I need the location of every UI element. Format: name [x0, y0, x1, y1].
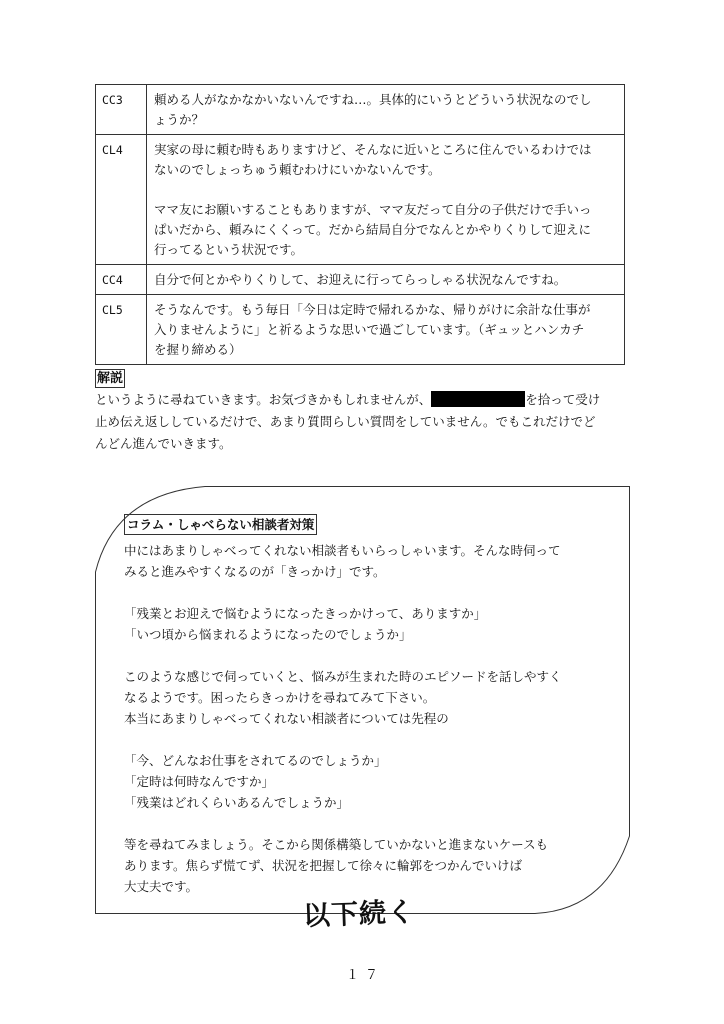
utterance-line: ぱいだから、頼みにくくって。だから結局自分でなんとかやりくりして迎えに	[154, 222, 592, 237]
table-row	[96, 135, 625, 265]
column-line: 「残業とお迎えで悩むようになったきっかけって、ありますか」	[124, 606, 487, 621]
column-body	[124, 540, 614, 897]
explanation-line: 止め伝え返ししているだけで、あまり質問らしい質問をしていません。でもこれだけでど	[95, 414, 596, 429]
utterance	[147, 265, 625, 295]
speaker-label: CC4	[96, 265, 147, 295]
column-line: みると進みやすくなるのが「きっかけ」です。	[124, 564, 386, 579]
utterance-line: 頼める人がなかなかいないんですね…。具体的にいうとどういう状況なのでし	[154, 92, 592, 107]
page-number: １７	[346, 968, 385, 983]
utterance-line: を握り締める）	[154, 342, 242, 357]
table-row	[96, 85, 625, 135]
column-line: 大丈夫です。	[124, 879, 199, 894]
column-blank-line	[124, 813, 614, 834]
column-line: なるようです。困ったらきっかけを尋ねてみて下さい。	[124, 690, 436, 705]
utterance-line: そうなんです。もう毎日「今日は定時で帰れるかな、帰りがけに余計な仕事が	[154, 302, 591, 317]
column-line: 「いつ頃から悩まれるようになったのでしょうか」	[124, 627, 412, 642]
column-line: 等を尋ねてみましょう。そこから関係構築していかないと進まないケースも	[124, 837, 549, 852]
utterance	[147, 295, 625, 365]
column-blank-line	[124, 645, 614, 666]
utterance	[147, 85, 625, 135]
utterance	[147, 135, 625, 265]
explanation-line-end: を拾って受け	[525, 392, 601, 407]
table-row	[96, 295, 625, 365]
column-line: このような感じで伺っていくと、悩みが生まれた時のエピソードを話しやすく	[124, 669, 562, 684]
column-line: 本当にあまりしゃべってくれない相談者については先程の	[124, 711, 449, 726]
speaker-label: CC3	[96, 85, 147, 135]
column-title: コラム・しゃべらない相談者対策	[124, 514, 317, 535]
explanation-line-start: というように尋ねていきます。お気づきかもしれませんが、	[95, 392, 432, 407]
utterance-line: ないのでしょっちゅう頼むわけにいかないんです。	[154, 162, 441, 177]
dialogue-table	[95, 84, 625, 365]
column-line: 「今、どんなお仕事をされてるのでしょうか」	[124, 753, 387, 768]
column-blank-line	[124, 582, 614, 603]
column-line: あります。焦らず慌てず、状況を把握して徐々に輪郭をつかんでいけば	[124, 858, 523, 873]
utterance-line: ママ友にお願いすることもありますが、ママ友だって自分の子供だけで手いっ	[154, 202, 592, 217]
continued-note: 以下続く	[302, 897, 416, 932]
explanation-text	[95, 389, 635, 455]
redaction-bar	[431, 391, 525, 407]
paragraph-gap	[154, 180, 618, 200]
column-blank-line	[124, 729, 614, 750]
utterance-line: 入りませんように」と祈るような思いで過ごしています。（ギュッとハンカチ	[154, 322, 585, 337]
column-line: 「定時は何時なんですか」	[124, 774, 275, 789]
explanation-line	[95, 389, 635, 411]
utterance-line: ょうか？	[154, 112, 205, 127]
utterance-line: 自分で何とかやりくりして、お迎えに行ってらっしゃる状況なんですね。	[154, 272, 567, 287]
utterance-line: 行ってるという状況です。	[154, 242, 304, 257]
speaker-label: CL4	[96, 135, 147, 265]
explanation-line: んどん進んでいきます。	[95, 436, 232, 451]
explanation-heading: 解説	[97, 371, 124, 386]
column-line: 中にはあまりしゃべってくれない相談者もいらっしゃいます。そんな時伺って	[124, 543, 561, 558]
table-row	[96, 265, 625, 295]
column-line: 「残業はどれくらいあるんでしょうか」	[124, 795, 350, 810]
utterance-line: 実家の母に頼む時もありますけど、そんなに近いところに住んでいるわけでは	[154, 142, 592, 157]
speaker-label: CL5	[96, 295, 147, 365]
